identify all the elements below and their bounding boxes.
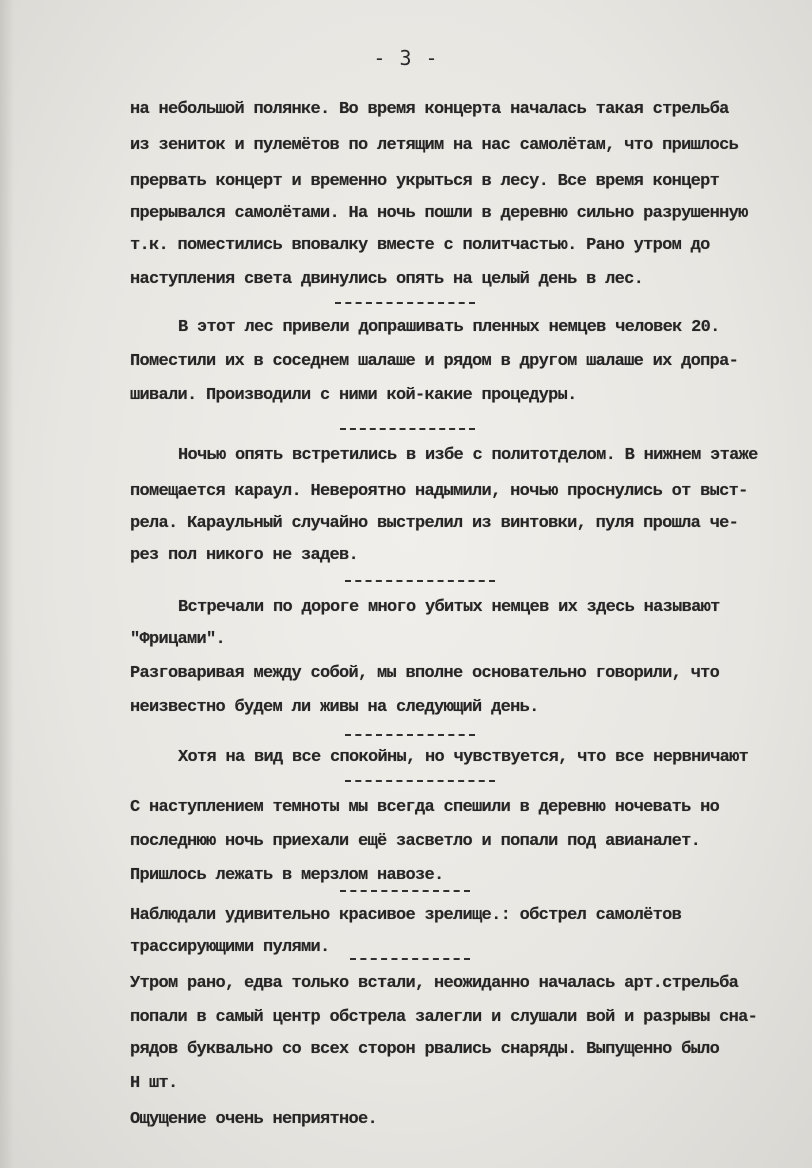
text-line: т.к. поместились вповалку вместе с политчастью. Рано утром до <box>130 236 710 255</box>
text-line: неизвестно будем ли живы на следующий день. <box>130 698 539 717</box>
section-divider <box>345 780 495 782</box>
text-line: рез пол никого не задев. <box>130 546 359 565</box>
text-line: из зениток и пулемётов по летящим на нас самолётам, что пришлось <box>130 136 739 155</box>
text-line: Хотя на вид все спокойны, но чувствуется, что все нервничают <box>178 748 749 767</box>
section-divider <box>340 890 470 892</box>
text-line: трассирующими пулями. <box>130 938 330 957</box>
text-line: последнюю ночь приехали ещё засветло и попали под авианалет. <box>130 832 701 851</box>
text-line: В этот лес привели допрашивать пленных немцев человек 20. <box>178 318 720 337</box>
section-divider <box>345 734 475 736</box>
text-line: "Фрицами". <box>130 630 226 649</box>
section-divider <box>340 428 475 430</box>
text-line: попали в самый центр обстрела залегли и слушали вой и разрывы сна- <box>130 1008 758 1027</box>
text-line: рела. Караульный случайно выстрелил из винтовки, пуля прошла че- <box>130 514 739 533</box>
text-line: Ощущение очень неприятное. <box>130 1110 378 1129</box>
text-line: Пришлось лежать в мерзлом навозе. <box>130 866 444 885</box>
text-line: помещается караул. Невероятно надымили, ночью проснулись от выст- <box>130 482 748 501</box>
text-line: Наблюдали удивительно красивое зрелище.: обстрел самолётов <box>130 906 682 925</box>
text-line: Утром рано, едва только встали, неожиданно началась арт.стрельба <box>130 974 739 993</box>
text-line: рядов буквально со всех сторон рвались снаряды. Выпущенно было <box>130 1040 720 1059</box>
section-divider <box>335 302 475 304</box>
section-divider <box>350 958 470 960</box>
text-line: шивали. Производили с ними кой-какие процедуры. <box>130 386 577 405</box>
text-line: наступления света двинулись опять на целый день в лес. <box>130 270 644 289</box>
text-line: прерывался самолётами. На ночь пошли в деревню сильно разрушенную <box>130 204 748 223</box>
text-line: Разговаривая между собой, мы вполне основательно говорили, что <box>130 664 720 683</box>
text-line: Встречали по дороге много убитых немцев их здесь называют <box>178 598 720 617</box>
section-divider <box>345 580 495 582</box>
text-line: С наступлением темноты мы всегда спешили в деревню ночевать но <box>130 798 720 817</box>
text-line: Н шт. <box>130 1074 178 1093</box>
page-number: - 3 - <box>373 46 439 70</box>
text-line: Поместили их в соседнем шалаше и рядом в другом шалаше их допра- <box>130 352 739 371</box>
page-edge-shadow <box>0 0 14 1168</box>
text-line: прервать концерт и временно укрыться в лесу. Все время концерт <box>130 172 720 191</box>
text-line: на небольшой полянке. Во время концерта началась такая стрельба <box>130 100 729 119</box>
text-line: Ночью опять встретились в избе с политотделом. В нижнем этаже <box>178 446 758 465</box>
